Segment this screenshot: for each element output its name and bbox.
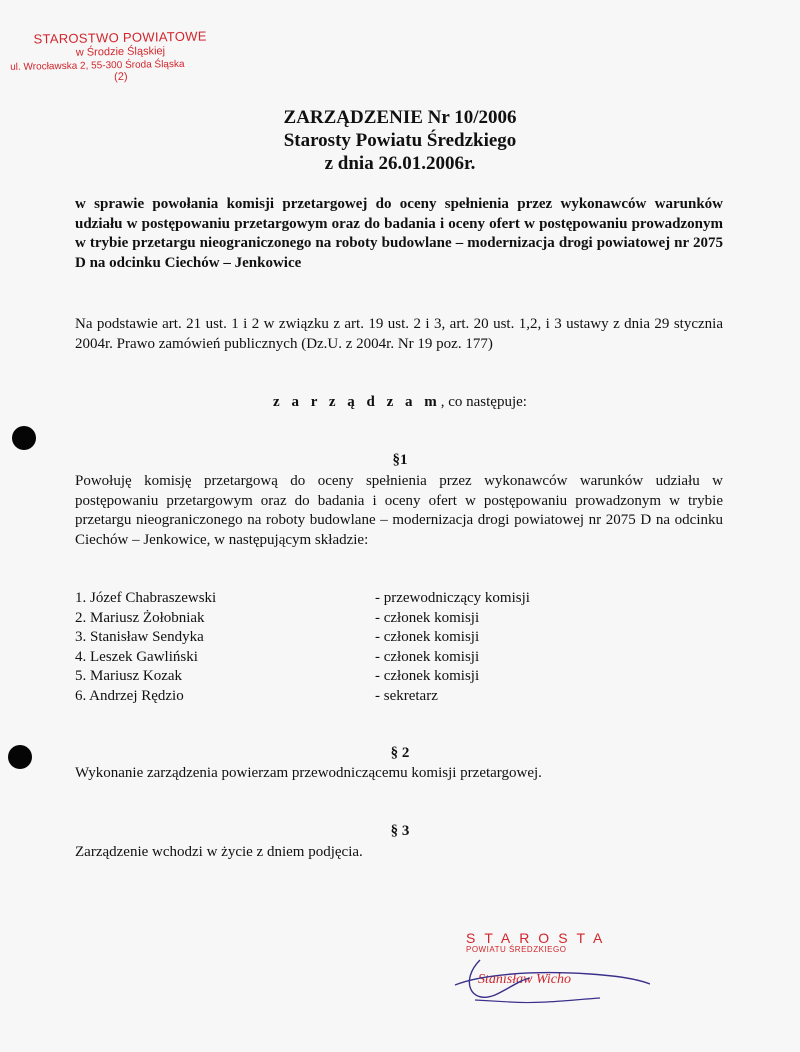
list-item [75, 648, 675, 668]
stamp-line-1: STAROSTWO POWIATOWE [33, 28, 207, 47]
member-name: 3. Stanisław Sendyka [75, 629, 204, 646]
member-name: 5. Mariusz Kozak [75, 668, 183, 685]
member-role: - sekretarz [375, 687, 438, 704]
list-item [75, 589, 675, 609]
section-1-heading: §1 [392, 452, 408, 468]
member-role: - członek komisji [375, 668, 480, 685]
signature-stamp [460, 930, 660, 988]
list-item [75, 687, 675, 707]
document-title: ZARZĄDZENIE Nr 10/2006 [283, 107, 517, 128]
section-2-text: Wykonanie zarządzenia powierzam przewodniczącemu komisji przetargowej. [75, 765, 542, 781]
signature-title: STAROSTA [466, 930, 612, 946]
section-3-text: Zarządzenie wchodzi w życie z dniem podjęcia. [75, 844, 363, 860]
document-date: z dnia 26.01.2006r. [324, 153, 476, 174]
list-item [75, 667, 675, 687]
list-item [75, 609, 675, 629]
handwritten-signature [450, 950, 650, 1020]
committee-member-list [75, 589, 675, 707]
decree-line [0, 394, 800, 411]
signature-name: Stanisław Wicho [478, 972, 571, 987]
document-issuer: Starosty Powiatu Średzkiego [283, 130, 517, 151]
section-3-heading: § 3 [390, 823, 410, 839]
member-role: - członek komisji [375, 648, 480, 665]
member-name: 1. Józef Chabraszewski [75, 590, 217, 606]
section-2-heading: § 2 [390, 745, 410, 761]
section-1-text: Powołuję komisję przetargową do oceny spełnienia przez wykonawców warunków udziału w postępowaniu przetargowym oraz do badania i oceny ofert w postępowaniu prowadzonym w trybie przetargu nieograniczonego na roboty budowlane – modernizacja drogi powiatowej nr 2075 D na odcinku Ciechów – Jenkowice, w następującym składzie: [75, 473, 723, 548]
office-stamp [8, 28, 234, 85]
signature-county: POWIATU ŚREDZKIEGO [466, 945, 567, 954]
stamp-line-4: (2) [114, 70, 128, 84]
member-role: - członek komisji [375, 629, 480, 646]
member-name: 4. Leszek Gawliński [75, 648, 198, 665]
subject-paragraph: w sprawie powołania komisji przetargowej do oceny spełnienia przez wykonawców warunków udziału w postępowaniu przetargowym oraz do badania i oceny ofert w postępowaniu prowadzonym w trybie przetargu nieograniczonego na roboty budowlane – modernizacja drogi powiatowej nr 2075 D na odcinku Ciechów – Jenkowice [75, 196, 723, 271]
punch-hole [12, 426, 36, 450]
stamp-line-3: ul. Wrocławska 2, 55-300 Środa Śląska [10, 58, 185, 73]
legal-basis-paragraph: Na podstawie art. 21 ust. 1 i 2 w związku z art. 19 ust. 2 i 3, art. 20 ust. 1,2, i 3 ustawy z dnia 29 stycznia 2004r. Prawo zamówień publicznych (Dz.U. z 2004r. Nr 19 poz. 177) [75, 316, 723, 352]
decree-word: z a r z ą d z a m [273, 394, 441, 410]
member-role: - członek komisji [375, 609, 480, 626]
stamp-line-2: w Środzie Śląskiej [75, 45, 166, 59]
list-item [75, 628, 675, 648]
member-role: - przewodniczący komisji [375, 590, 530, 606]
member-name: 2. Mariusz Żołobniak [75, 609, 205, 626]
decree-rest: , co następuje: [440, 394, 527, 410]
member-name: 6. Andrzej Rędzio [75, 687, 184, 704]
